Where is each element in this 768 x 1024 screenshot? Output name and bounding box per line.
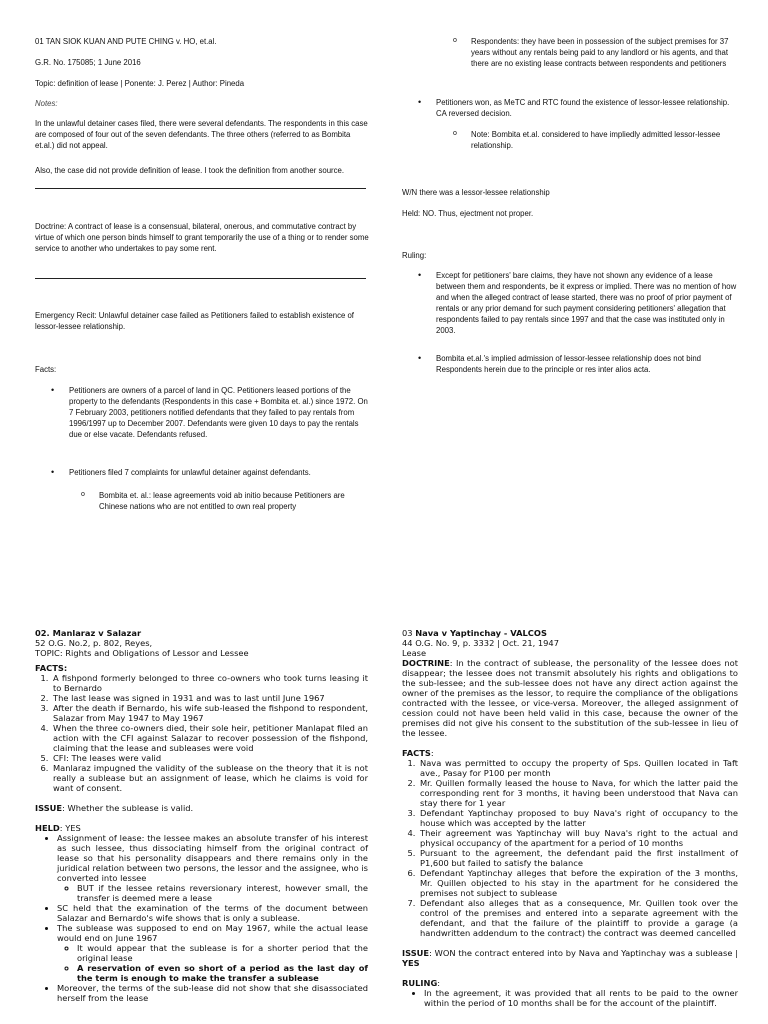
fact-item: 3. Defendant Yaptinchay proposed to buy Nava's right of occupancy to the house which was accepted by the latter	[418, 808, 738, 828]
held-sub-item: ◦ It would appear that the sublease is for a shorter period that the original lease	[77, 943, 368, 963]
case-citation: 44 O.G. No. 9, p. 3332 | Oct. 21, 1947	[402, 638, 559, 648]
facts-label: FACTS:	[402, 748, 434, 758]
notes-paragraph: In the unlawful detainer cases filed, there were several defendants. The respondents in this case are composed of four out of the seven defendants. The three others (referred to as Bombita et.al.) did not appeal.	[35, 119, 368, 150]
respondents-argument: o Respondents: they have been in possession of the subject premises for 37 years without any rentals being paid to any landlord or his agents, and that there are no existing lease contracts between respondents and petitioners	[437, 36, 737, 69]
fact-item: 5. CFI: The leases were valid	[51, 753, 368, 763]
case-citation: 52 O.G. No.2, p. 802, Reyes,	[35, 638, 153, 648]
fact-item: 5. Pursuant to the agreement, the defendant paid the first installment of P1,600 but failed to satisfy the balance	[418, 848, 738, 868]
case-title: 01 TAN SIOK KUAN AND PUTE CHING v. HO, et.al.	[35, 37, 217, 46]
case-topic: Topic: definition of lease | Ponente: J. Perez | Author: Pineda	[35, 79, 245, 88]
held-sub-item: ◦ BUT if the lessee retains reversionary interest, however small, the transfer is deemed mere a lease	[77, 883, 368, 903]
facts-list	[35, 673, 368, 793]
fact-item: • Petitioners are owners of a parcel of land in QC. Petitioners leased portions of the property to the defendants (Respondents in this case + Bombita et. al.) since 1972. On 7 February 2003, petitioners notified defendants that they failed to pay rentals from 1996/1997 up to December 2007. Defendants were given 10 days to pay the rentals due or else vacate. Defendants refused.	[35, 385, 370, 440]
case-gr-number: G.R. No. 175085; 1 June 2016	[35, 58, 141, 67]
issue-text: W/N there was a lessor-lessee relationship	[402, 188, 550, 197]
fact-item: 1. Nava was permitted to occupy the property of Sps. Quillen located in Taft ave., Pasay for P100 per month	[418, 758, 738, 778]
held-sub-item: ◦ A reservation of even so short of a period as the last day of the term is enough to make the transfer a sublease	[77, 963, 368, 983]
ruling-list	[402, 988, 738, 1008]
issue-line: ISSUE: Whether the sublease is valid.	[35, 803, 194, 813]
held-item: • Assignment of lease: the lessee makes an absolute transfer of his interest as such lessee, thus dissociating himself from the original contract of lease so that his personality disappears and there remains only in the juridical relation between two persons, the lessor and the assignee, who is converted into lessee ◦ BUT if the lessee retains reversionary interest, however small, the transfer is deemed mere a lease	[57, 833, 368, 903]
notes-paragraph-2: Also, the case did not provide definition of lease. I took the definition from another source.	[35, 166, 345, 175]
held-item: • The sublease was supposed to end on May 1967, while the actual lease would end on June 1967 ◦ It would appear that the sublease is for a shorter period that the original lease ◦ A reservation of even so short of a period as the last day of the term is enough to make the transfer a sublease	[57, 923, 368, 983]
fact-item: 2. Mr. Quillen formally leased the house to Nava, for which the latter paid the corresponding rent for 3 months, it having been understood that Nava can stay there for 1 year	[418, 778, 738, 808]
case-title: 03 Nava v Yaptinchay - VALCOS	[402, 628, 547, 638]
fact-item: 3. After the death if Bernardo, his wife sub-leased the fishpond to respondent, Salazar from May 1947 to May 1967	[51, 703, 368, 723]
bottom-right-column	[402, 628, 738, 1008]
doctrine-paragraph: DOCTRINE: In the contract of sublease, the personality of the lessee does not disappear; the lessee does not transmit absolutely his rights and obligations to the sub-lessee; and the sub-lessee does not have any direct action against the owner of the premises as the lessor, to require the compliance of the obligations contracted with the lessee, or vice-versa. Moreover, the alleged assignment of cession could not have been held valid in this case, because the owner of the premises did not give his consent to the substitution of the sub-lessee in lieu of the lessee.	[402, 658, 738, 738]
fact-item: 1. A fishpond formerly belonged to three co-owners who took turns leasing it to Bernardo	[51, 673, 368, 693]
doctrine-paragraph: Doctrine: A contract of lease is a consensual, bilateral, onerous, and commutative contract by virtue of which one person binds himself to grant temporarily the use of a thing or to render some service to another who undertakes to pay some rent.	[35, 222, 369, 253]
fact-item: 2. The last lease was signed in 1931 and was to last until June 1967	[51, 693, 368, 703]
notes-label: Notes:	[35, 99, 58, 108]
held-item: • SC held that the examination of the terms of the document between Salazar and Bernardo's wife shows that is only a sublease.	[57, 903, 368, 923]
fact-item: 4. When the three co-owners died, their sole heir, petitioner Manlapat filed an action with the CFI against Salazar to recover possession of the fishpond, claiming that the lease and subleases were void	[51, 723, 368, 753]
bottom-left-column	[35, 628, 368, 1003]
held-item: • Moreover, the terms of the sub-lease did not show that she disassociated herself from the lease	[57, 983, 368, 1003]
facts-label: Facts:	[35, 365, 57, 374]
ruling-item: • In the agreement, it was provided that all rents to be paid to the owner within the period of 10 months shall be for the account of the plaintiff.	[424, 988, 738, 1008]
ruling-label: RULING:	[402, 978, 441, 988]
case-topic: Lease	[402, 648, 427, 658]
issue-line: ISSUE: WON the contract entered into by Nava and Yaptinchay was a sublease | YES	[402, 948, 738, 968]
fact-item: 7. Defendant also alleges that as a consequence, Mr. Quillen took over the control of the premises and entered into a separate agreement with the defendant, and that the failure of the plaintiff to provide a garage (a handwritten addendum to the contract) the contract was deemed cancelled	[418, 898, 738, 938]
facts-label: FACTS:	[35, 663, 68, 673]
lower-court-result: • Petitioners won, as MeTC and RTC found the existence of lessor-lessee relationship. CA reversed decision.	[402, 97, 738, 119]
fact-sub-item: o Bombita et. al.: lease agreements void ab initio because Petitioners are Chinese nations who are not entitled to own real property	[65, 490, 370, 512]
ruling-label: Ruling:	[402, 251, 427, 260]
fact-item: 4. Their agreement was Yaptinchay will buy Nava's right to the actual and physical occupancy of the apartment for a period of 10 months	[418, 828, 738, 848]
held-text: Held: NO. Thus, ejectment not proper.	[402, 209, 534, 218]
facts-list	[402, 758, 738, 938]
fact-item: 6. Defendant Yaptinchay alleges that before the expiration of the 3 months, Mr. Quillen objected to his stay in the apartment for he considered the premises not subject to sublease	[418, 868, 738, 898]
emergency-recit: Emergency Recit: Unlawful detainer case failed as Petitioners failed to establish existence of lessor-lessee relationship.	[35, 311, 354, 331]
held-list	[35, 833, 368, 1003]
ruling-item: • Except for petitioners' bare claims, they have not shown any evidence of a lease between them and respondents, be it express or implied. There was no mention of how and when the alleged contract of lease started, there was no proof of prior payment of rentals or any prior demand for such payment considering petitioners' allegation that respondents failed to pay rentals since 1997 and that the case was instituted only in 2003.	[402, 270, 738, 336]
case-title: 02. Manlaraz v Salazar	[35, 628, 142, 638]
divider	[35, 188, 366, 189]
fact-item: • Petitioners filed 7 complaints for unlawful detainer against defendants.	[35, 467, 370, 478]
fact-item: 6. Manlaraz impugned the validity of the sublease on the theory that it is not really a sublease but an assignment of lease, which he claims is void for want of consent.	[51, 763, 368, 793]
ruling-item: • Bombita et.al.'s implied admission of lessor-lessee relationship does not bind Respondents herein due to the principle or res inter alios acta.	[402, 353, 738, 375]
divider	[35, 278, 366, 279]
case-topic: TOPIC: Rights and Obligations of Lessor and Lessee	[35, 648, 249, 658]
note-item: o Note: Bombita et.al. considered to have impliedly admitted lessor-lessee relationship.	[437, 129, 737, 151]
held-line: HELD: YES	[35, 823, 81, 833]
